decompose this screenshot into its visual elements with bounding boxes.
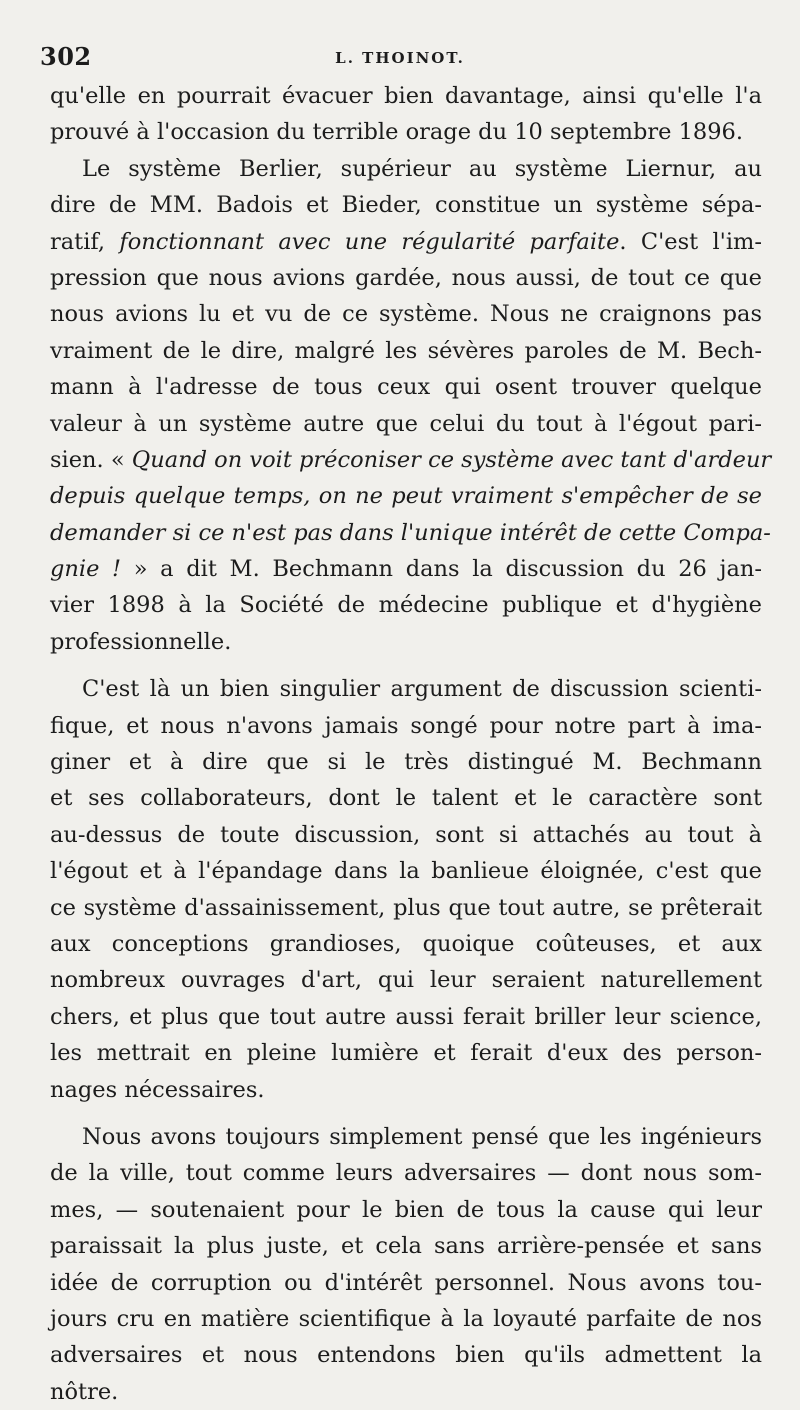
text-segment: Nous avons toujours simplement pensé que les ingénieurs bbox=[82, 1123, 762, 1150]
text-segment: nôtre. bbox=[50, 1378, 119, 1405]
italic-text: gnie ! bbox=[50, 556, 122, 583]
text-segment: » a dit M. Bechmann dans la discussion du 26 jan- bbox=[121, 556, 762, 583]
paragraph-p2 bbox=[50, 151, 772, 660]
text-line bbox=[50, 114, 762, 150]
text-line bbox=[50, 1337, 762, 1373]
text-segment: nombreux ouvrages d'art, qui leur seraient naturellement bbox=[50, 967, 762, 994]
text-line bbox=[50, 744, 762, 780]
paragraph-p4 bbox=[50, 1119, 762, 1410]
text-segment: vraiment de le dire, malgré les sévères paroles de M. Bech- bbox=[50, 337, 762, 364]
text-segment: prouvé à l'occasion du terrible orage du 10 septembre 1896. bbox=[50, 119, 744, 146]
paragraph-gap bbox=[50, 660, 762, 671]
page-header bbox=[40, 42, 760, 72]
text-segment: au-dessus de toute discussion, sont si attachés au tout à bbox=[50, 821, 762, 848]
text-line bbox=[50, 1265, 762, 1301]
text-line bbox=[50, 1035, 762, 1071]
text-segment: et ses collaborateurs, dont le talent et le caractère sont bbox=[50, 785, 762, 812]
text-line bbox=[50, 890, 762, 926]
text-line bbox=[50, 515, 771, 551]
paragraph-p1 bbox=[50, 78, 762, 151]
text-line bbox=[50, 1155, 762, 1191]
text-segment: idée de corruption ou d'intérêt personnel. Nous avons tou- bbox=[50, 1269, 762, 1296]
text-line bbox=[50, 478, 762, 514]
text-line bbox=[50, 260, 762, 296]
text-line bbox=[50, 78, 762, 114]
paragraph-p3 bbox=[50, 671, 762, 1108]
text-segment: nous avions lu et vu de ce système. Nous ne craignons pas bbox=[50, 301, 762, 328]
text-segment: fique, et nous n'avons jamais songé pour notre part à ima- bbox=[50, 712, 762, 739]
text-segment: dire de MM. Badois et Bieder, constitue un système sépa- bbox=[50, 192, 762, 219]
text-segment: jours cru en matière scientifique à la loyauté parfaite de nos bbox=[50, 1305, 762, 1332]
text-segment: ce système d'assainissement, plus que tout autre, se prêterait bbox=[50, 894, 762, 921]
text-segment: les mettrait en pleine lumière et ferait d'eux des person- bbox=[50, 1040, 762, 1067]
text-line bbox=[50, 853, 762, 889]
text-segment: qu'elle en pourrait évacuer bien davantage, ainsi qu'elle l'a bbox=[50, 83, 762, 109]
text-line bbox=[50, 333, 762, 369]
text-segment: professionnelle. bbox=[50, 628, 232, 655]
text-segment: C'est là un bien singulier argument de discussion scienti- bbox=[82, 676, 762, 703]
text-segment: giner et à dire que si le très distingué M. Bechmann bbox=[50, 749, 762, 776]
running-head: L. THOINOT. bbox=[335, 49, 465, 67]
paragraph-gap bbox=[50, 1108, 762, 1119]
italic-text: fonctionnant avec une régularité parfaite bbox=[119, 228, 620, 255]
text-segment: Le système Berlier, supérieur au système Liernur, au bbox=[82, 155, 762, 182]
text-segment: adversaires et nous entendons bien qu'ils admettent la bbox=[50, 1342, 762, 1369]
text-segment: mes, — soutenaient pour le bien de tous la cause qui leur bbox=[50, 1196, 762, 1223]
text-line bbox=[50, 671, 762, 707]
text-segment: l'égout et à l'épandage dans la banlieue éloignée, c'est que bbox=[50, 858, 762, 885]
text-line bbox=[50, 369, 762, 405]
text-segment: . C'est l'im- bbox=[619, 228, 762, 255]
text-segment: vier 1898 à la Société de médecine publique et d'hygiène bbox=[50, 592, 762, 619]
text-line bbox=[50, 1228, 762, 1264]
text-line bbox=[50, 1119, 762, 1155]
text-line bbox=[50, 624, 762, 660]
text-segment: sien. « bbox=[50, 446, 132, 473]
text-segment: nages nécessaires. bbox=[50, 1076, 265, 1103]
text-line bbox=[50, 1374, 762, 1410]
text-line bbox=[50, 780, 762, 816]
text-segment: pression que nous avions gardée, nous aussi, de tout ce que bbox=[50, 264, 762, 291]
text-line bbox=[50, 1192, 762, 1228]
italic-text: demander si ce n'est pas dans l'unique intérêt de cette Compa- bbox=[50, 519, 771, 546]
text-line bbox=[50, 999, 762, 1035]
text-segment: de la ville, tout comme leurs adversaires — dont nous som- bbox=[50, 1160, 762, 1187]
text-segment: valeur à un système autre que celui du tout à l'égout pari- bbox=[50, 410, 762, 437]
text-segment: chers, et plus que tout autre aussi ferait briller leur science, bbox=[50, 1003, 762, 1030]
text-line bbox=[50, 187, 762, 223]
page-number: 302 bbox=[40, 42, 92, 71]
text-segment: ratif, bbox=[50, 228, 120, 255]
text-line bbox=[50, 962, 762, 998]
text-line bbox=[50, 551, 762, 587]
text-line bbox=[50, 1072, 762, 1108]
italic-text: depuis quelque temps, on ne peut vraiment s'empêcher de se bbox=[50, 483, 762, 510]
text-line bbox=[50, 151, 762, 187]
text-line bbox=[50, 406, 762, 442]
text-segment: paraissait la plus juste, et cela sans arrière-pensée et sans bbox=[50, 1233, 762, 1260]
text-line bbox=[50, 442, 772, 478]
text-line bbox=[50, 1301, 762, 1337]
text-line bbox=[50, 817, 762, 853]
text-line bbox=[50, 587, 762, 623]
text-line bbox=[50, 296, 762, 332]
text-segment: mann à l'adresse de tous ceux qui osent trouver quelque bbox=[50, 374, 762, 401]
body-text bbox=[50, 78, 772, 1410]
text-segment: aux conceptions grandioses, quoique coûteuses, et aux bbox=[50, 930, 762, 957]
text-line bbox=[50, 926, 762, 962]
text-line bbox=[50, 708, 762, 744]
italic-text: Quand on voit préconiser ce système avec tant d'ardeur bbox=[131, 446, 772, 473]
text-line bbox=[50, 224, 762, 260]
